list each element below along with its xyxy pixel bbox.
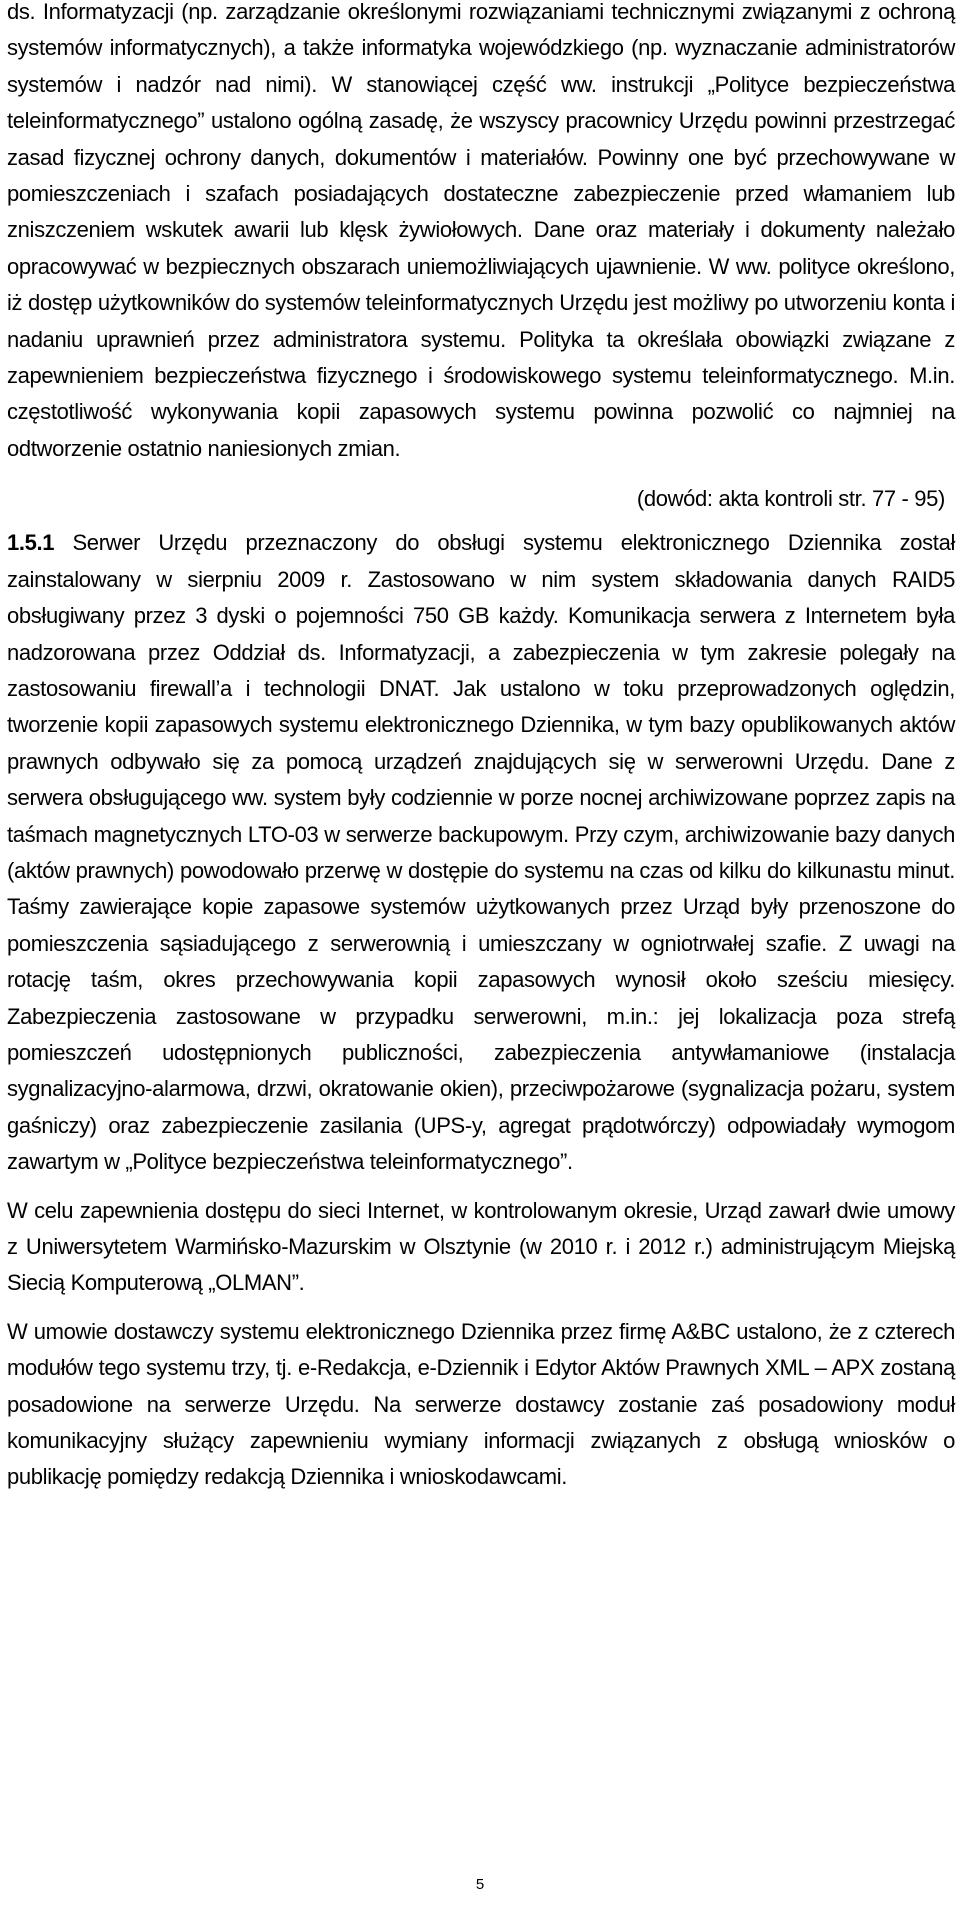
section-1-5-1-paragraph <box>7 525 955 1180</box>
page-number: 5 <box>475 1876 485 1893</box>
section-number: 1.5.1 <box>7 530 55 556</box>
evidence-reference: (dowód: akta kontroli str. 77 - 95) <box>636 486 945 512</box>
paragraph-security-policy: ds. Informatyzacji (np. zarządzanie określonymi rozwiązaniami technicznymi związanymi z ochroną systemów informatycznych), a także informatyka wojewódzkiego (np. wyznaczanie administratorów systemów i nadzór nad nimi). W stanowiącej część ww. instrukcji „Polityce bezpieczeństwa teleinformatycznego” ustalono ogólną zasadę, że wszyscy pracownicy Urzędu powinni przestrzegać zasad fizycznej ochrony danych, dokumentów i materiałów. Powinny one być przechowywane w pomieszczeniach i szafach posiadających dostateczne zabezpieczenie przed włamaniem lub zniszczeniem wskutek awarii lub klęsk żywiołowych. Dane oraz materiały i dokumenty należało opracowywać w bezpiecznych obszarach uniemożliwiających ujawnienie. W ww. polityce określono, iż dostęp użytkowników do systemów teleinformatycznych Urzędu jest możliwy po utworzeniu konta i nadaniu uprawnień przez administratora systemu. Polityka ta określała obowiązki związane z zapewnieniem bezpieczeństwa fizycznego i środowiskowego systemu teleinformatycznego. M.in. częstotliwość wykonywania kopii zapasowych systemu powinna pozwolić co najmniej na odtworzenie ostatnio naniesionych zmian. <box>7 0 955 461</box>
section-text: Serwer Urzędu przeznaczony do obsługi systemu elektronicznego Dziennika został zainstalowany w sierpniu 2009 r. Zastosowano w nim system składowania danych RAID5 obsługiwany przez 3 dyski o pojemności 750 GB każdy. Komunikacja serwera z Internetem była nadzorowana przez Oddział ds. Informatyzacji, a zabezpieczenia w tym zakresie polegały na zastosowaniu firewall’a i technologii DNAT. Jak ustalono w toku przeprowadzonych oględzin, tworzenie kopii zapasowych systemu elektronicznego Dziennika, w tym bazy opublikowanych aktów prawnych odbywało się za pomocą urządzeń znajdujących się w serwerowni Urzędu. Dane z serwera obsługującego ww. system były codziennie w porze nocnej archiwizowane poprzez zapis na taśmach magnetycznych LTO-03 w serwerze backupowym. Przy czym, archiwizowanie bazy danych (aktów prawnych) powodowało przerwę w dostępie do systemu na czas od kilku do kilkunastu minut. Taśmy zawierające kopie zapasowe systemów użytkowanych przez Urząd były przenoszone do pomieszczenia sąsiadującego z serwerownią i umieszczany w ogniotrwałej szafie. Z uwagi na rotację taśm, okres przechowywania kopii zapasowych wynosił około sześciu miesięcy. Zabezpieczenia zastosowane w przypadku serwerowni, m.in.: jej lokalizacja poza strefą pomieszczeń udostępnionych publiczności, zabezpieczenia antywłamaniowe (instalacja sygnalizacyjno-alarmowa, drzwi, okratowanie okien), przeciwpożarowe (sygnalizacja pożaru, system gaśniczy) oraz zabezpieczenie zasilania (UPS-y, agregat prądotwórczy) odpowiadały wymogom zawartym w „Polityce bezpieczeństwa teleinformatycznego”. <box>7 530 955 1175</box>
document-page <box>7 0 955 1496</box>
paragraph-internet-access: W celu zapewnienia dostępu do sieci Internet, w kontrolowanym okresie, Urząd zawarł dwie umowy z Uniwersytetem Warmińsko-Mazurskim w Olsztynie (w 2010 r. i 2012 r.) administrującym Miejską Siecią Komputerową „OLMAN”. <box>7 1197 955 1296</box>
paragraph-supplier-agreement: W umowie dostawczy systemu elektronicznego Dziennika przez firmę A&BC ustalono, że z czterech modułów tego systemu trzy, tj. e-Redakcja, e-Dziennik i Edytor Aktów Prawnych XML – APX zostaną posadowione na serwerze Urzędu. Na serwerze dostawcy zostanie zaś posadowiony moduł komunikacyjny służący zapewnieniu wymiany informacji związanych z obsługą wniosków o publikację pomiędzy redakcją Dziennika i wnioskodawcami. <box>7 1318 955 1490</box>
